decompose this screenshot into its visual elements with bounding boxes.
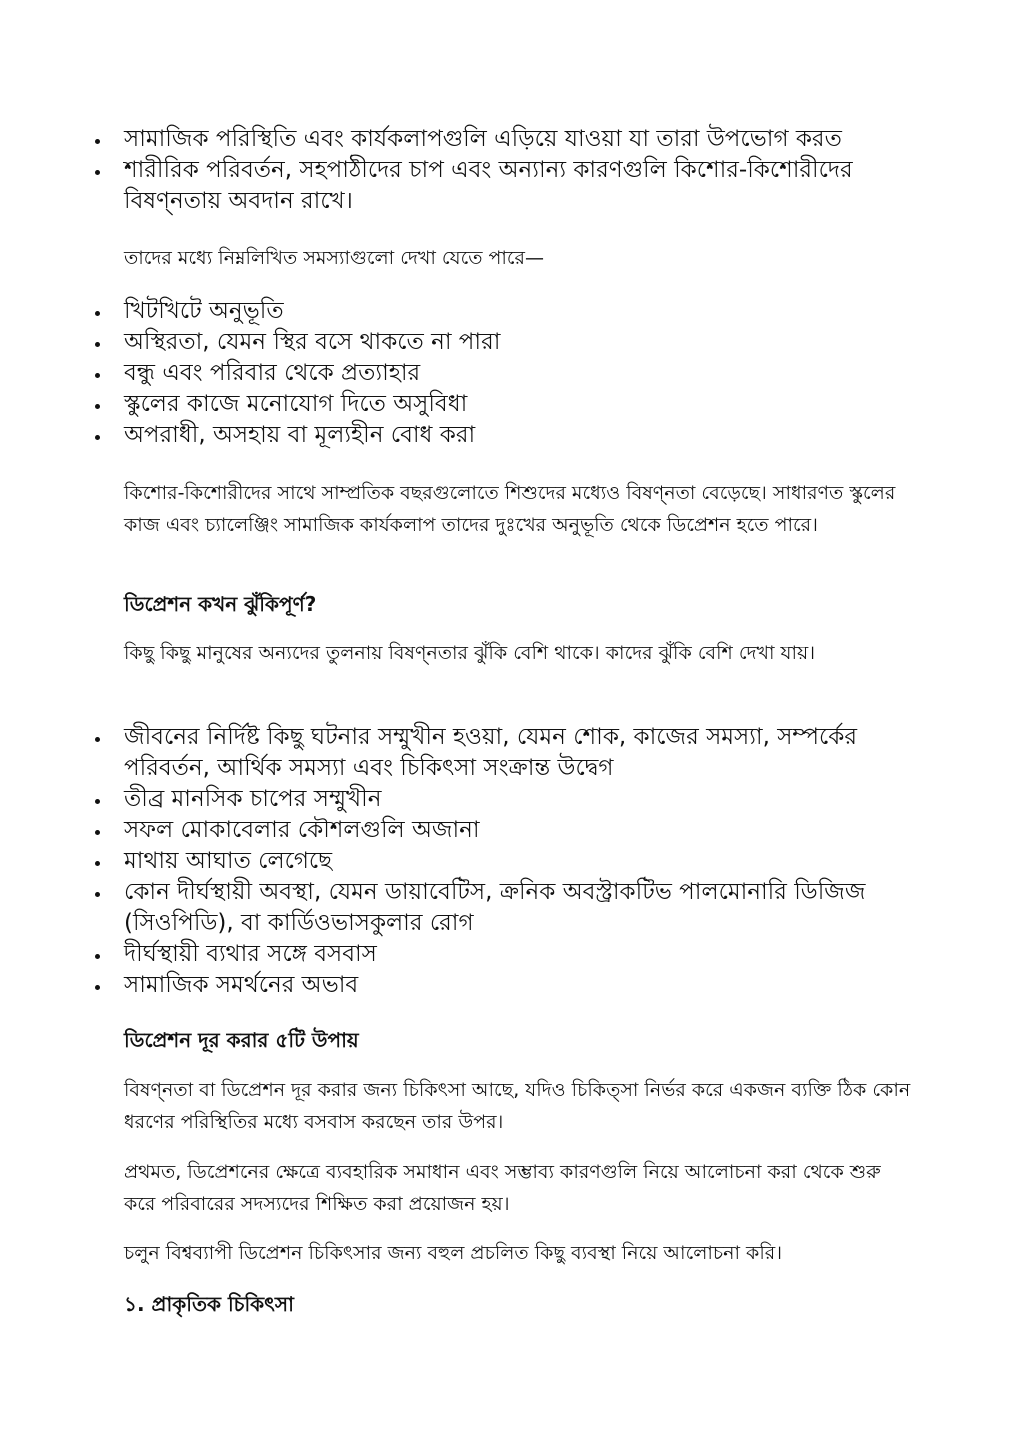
paragraph-risk-intro: কিছু কিছু মানুষের অন্যদের তুলনায় বিষণ্নতার ঝুঁকি বেশি থাকে। কাদের ঝুঁকি বেশি দেখা যায়।	[124, 642, 815, 664]
paragraph-common-treatments: চলুন বিশ্বব্যাপী ডিপ্রেশন চিকিৎসার জন্য বহুল প্রচলিত কিছু ব্যবস্থা নিয়ে আলোচনা করি।	[124, 1242, 783, 1264]
list-item: সামাজিক পরিস্থিতি এবং কার্যকলাপগুলি এড়িয়ে যাওয়া যা তারা উপভোগ করত	[88, 124, 908, 155]
section-heading-natural-treatment: ১. প্রাকৃতিক চিকিৎসা	[124, 1292, 294, 1316]
bullet-list-symptoms	[88, 296, 908, 451]
list-item: খিটখিটে অনুভূতি	[88, 296, 908, 327]
list-item: সফল মোকাবেলার কৌশলগুলি অজানা	[88, 815, 908, 846]
list-item: জীবনের নির্দিষ্ট কিছু ঘটনার সম্মুখীন হওয়া, যেমন শোক, কাজের সমস্যা, সম্পর্কের পরিবর্তন, আর্থিক সমস্যা এবং চিকিৎসা সংক্রান্ত উদ্বেগ	[88, 722, 908, 784]
list-item: বন্ধু এবং পরিবার থেকে প্রত্যাহার	[88, 358, 908, 389]
list-item: অস্থিরতা, যেমন স্থির বসে থাকতে না পারা	[88, 327, 908, 358]
bullet-list-risk-factors	[88, 722, 908, 1001]
bullet-list-social	[88, 124, 908, 217]
paragraph-first-steps: প্রথমত, ডিপ্রেশনের ক্ষেত্রে ব্যবহারিক সমাধান এবং সম্ভাব্য কারণগুলি নিয়ে আলোচনা করা থেকে শুরু করে পরিবারের সদস্যদের শিক্ষিত করা প্রয়োজন হয়।	[124, 1161, 881, 1215]
paragraph-children-depression: কিশোর-কিশোরীদের সাথে সাম্প্রতিক বছরগুলোতে শিশুদের মধ্যেও বিষণ্নতা বেড়েছে। সাধারণত স্কুলের কাজ এবং চ্যালেঞ্জিং সামাজিক কার্যকলাপ তাদের দুঃখের অনুভূতি থেকে ডিপ্রেশন হতে পারে।	[124, 482, 896, 536]
list-item: দীর্ঘস্থায়ী ব্যথার সঙ্গে বসবাস	[88, 939, 908, 970]
section-heading-remedies: ডিপ্রেশন দূর করার ৫টি উপায়	[124, 1028, 359, 1052]
paragraph-treatment-exists: বিষণ্নতা বা ডিপ্রেশন দূর করার জন্য চিকিৎসা আছে, যদিও চিকিত্সা নির্ভর করে একজন ব্যক্তি ঠিক কোন ধরণের পরিস্থিতির মধ্যে বসবাস করছেন তার উপর।	[124, 1079, 911, 1133]
list-item: স্কুলের কাজে মনোযোগ দিতে অসুবিধা	[88, 389, 908, 420]
list-item: মাথায় আঘাত লেগেছে	[88, 846, 908, 877]
section-heading-risk: ডিপ্রেশন কখন ঝুঁকিপূর্ণ?	[124, 592, 317, 616]
list-item: কোন দীর্ঘস্থায়ী অবস্থা, যেমন ডায়াবেটিস, ক্রনিক অবস্ট্রাকটিভ পালমোনারি ডিজিজ (সিওপিডি), বা কার্ডিওভাসকুলার রোগ	[88, 877, 908, 939]
paragraph-intro-problems: তাদের মধ্যে নিম্নলিখিত সমস্যাগুলো দেখা যেতে পারে—	[124, 247, 544, 269]
list-item: শারীরিক পরিবর্তন, সহপাঠীদের চাপ এবং অন্যান্য কারণগুলি কিশোর-কিশোরীদের বিষণ্নতায় অবদান রাখে।	[88, 155, 908, 217]
list-item: তীব্র মানসিক চাপের সম্মুখীন	[88, 784, 908, 815]
list-item: সামাজিক সমর্থনের অভাব	[88, 970, 908, 1001]
list-item: অপরাধী, অসহায় বা মূল্যহীন বোধ করা	[88, 420, 908, 451]
